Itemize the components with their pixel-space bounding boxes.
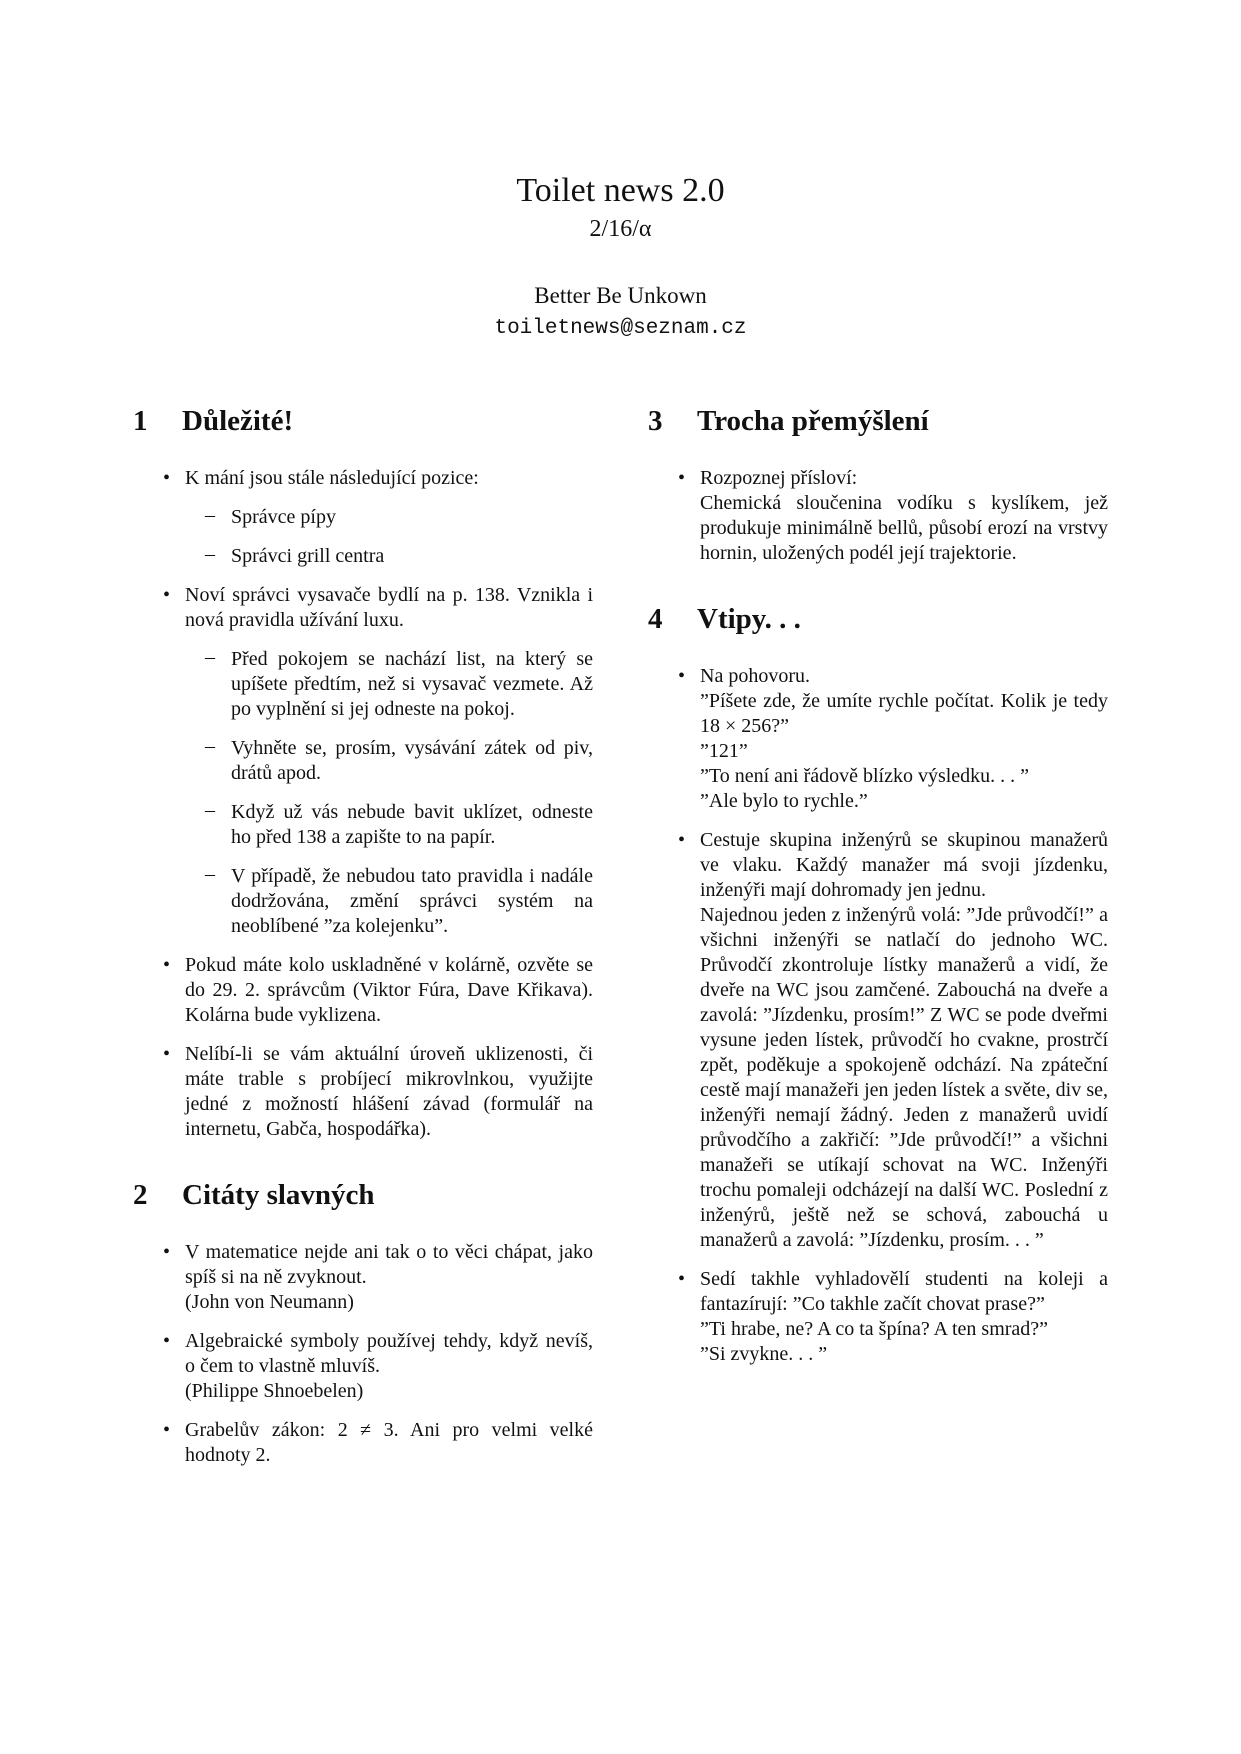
item-line: K mání jsou stále následující pozice:	[185, 467, 479, 489]
text-block	[133, 0, 1108, 1482]
list-item	[133, 1240, 593, 1315]
item-line: Správci grill centra	[231, 545, 385, 567]
list-item	[133, 1042, 593, 1142]
item-line: Před pokojem se nachází list, na který se upíšete předtím, než si vysavač vezmete. Až po vyplnění si jej odneste na pokoj.	[231, 648, 593, 720]
list-item	[648, 1267, 1108, 1367]
list-item	[133, 1329, 593, 1404]
section-dulezite	[133, 404, 593, 1142]
section-number: 3	[648, 405, 663, 437]
list-item	[133, 1418, 593, 1468]
item-line: ”Si zvykne. . . ”	[700, 1343, 828, 1365]
dash-marker: –	[205, 646, 215, 668]
section-heading	[133, 404, 593, 438]
sub-item	[185, 544, 593, 569]
issue-number: 2/16/α	[589, 216, 652, 242]
section-heading	[648, 602, 1108, 636]
bullet-list	[648, 466, 1108, 566]
item-line: Noví správci vysavače bydlí na p. 138. Vznikla i nová pravidla užívání luxu.	[185, 584, 593, 631]
section-heading	[648, 404, 1108, 438]
bullet-marker: •	[163, 584, 171, 606]
item-line: V případě, že nebudou tato pravidla i nadále dodržována, změní správci systém na neoblíbené ”za kolejenku”.	[231, 865, 593, 937]
sub-list	[185, 505, 593, 569]
item-line: ”Ti hrabe, ne? A co ta špína? A ten smrad?”	[700, 1318, 1049, 1340]
item-line: Algebraické symboly používej tehdy, když nevíš, o čem to vlastně mluvíš.	[185, 1330, 593, 1377]
item-line: Vyhněte se, prosím, vysávání zátek od piv, drátů apod.	[231, 737, 593, 784]
list-item	[648, 664, 1108, 814]
section-title: Důležité!	[182, 405, 294, 437]
bullet-marker: •	[678, 467, 686, 489]
item-line: ”Ale bylo to rychle.”	[700, 790, 868, 812]
sub-item	[185, 864, 593, 939]
section-title: Trocha přemýšlení	[697, 405, 929, 437]
section-citaty	[133, 1178, 593, 1468]
author-name: Better Be Unkown	[534, 283, 707, 308]
document-header	[133, 0, 1108, 342]
item-line: ”121”	[700, 740, 748, 762]
item-line: Nelíbí-li se vám aktuální úroveň uklizenosti, či máte trable s probíjecí mikrovlnkou, využijte jedné z možností hlášení závad (formulář na internetu, Gabča, hospodářka).	[185, 1043, 593, 1140]
sub-item	[185, 647, 593, 722]
item-line: V matematice nejde ani tak o to věci chápat, jako spíš si na ně zvyknout.	[185, 1241, 593, 1288]
email-address: toiletnews@seznam.cz	[494, 317, 747, 340]
section-heading	[133, 1178, 593, 1212]
list-item	[133, 953, 593, 1028]
section-title: Citáty slavných	[182, 1179, 375, 1211]
bullet-list	[133, 466, 593, 1142]
dash-marker: –	[205, 504, 215, 526]
section-number: 2	[133, 1179, 148, 1211]
item-line: Grabelův zákon: 2 ≠ 3. Ani pro velmi velké hodnoty 2.	[185, 1419, 593, 1466]
dash-marker: –	[205, 735, 215, 757]
item-line: Na pohovoru.	[700, 665, 810, 687]
item-line: Sedí takhle vyhladovělí studenti na koleji a fantazírují: ”Co takhle začít chovat prase?”	[700, 1268, 1108, 1315]
item-line: ”To není ani řádově blízko výsledku. . . ”	[700, 765, 1030, 787]
sub-item	[185, 505, 593, 530]
dash-marker: –	[205, 799, 215, 821]
left-column	[133, 404, 593, 1482]
bullet-list	[648, 664, 1108, 1367]
item-line: Správce pípy	[231, 506, 336, 528]
sub-list	[185, 647, 593, 939]
page-title: Toilet news 2.0	[516, 172, 725, 209]
item-line: Najednou jeden z inženýrů volá: ”Jde průvodčí!” a všichni inženýři se natlačí do jednoho WC. Průvodčí zkontroluje lístky manažerů a vidí, že dveře na WC jsou zamčené. Zabouchá na dveře a zavolá: ”Jízdenku, prosím!” Z WC se pode dveřmi vysune jeden lístek, průvodčí ho cvakne, prostrčí zpět, poděkuje a spokojeně odchází. Na zpáteční cestě mají manažeři jen jeden lístek a světe, div se, inženýři nemají žádný. Jeden z manažerů uvidí průvodčího a zakřičí: ”Jde průvodčí!” a všichni manažeři se utíkají schovat na WC. Inženýři trochu pomaleji odcházejí na další WC. Poslední z inženýrů, ještě než se schová, zabouchá u manažerů a zavolá: ”Jízdenku, prosím. . . ”	[700, 904, 1108, 1251]
bullet-marker: •	[163, 954, 171, 976]
two-column-layout	[133, 404, 1108, 1482]
list-item	[648, 466, 1108, 566]
bullet-marker: •	[163, 1043, 171, 1065]
sub-item	[185, 736, 593, 786]
section-premysleni	[648, 404, 1108, 566]
list-item	[648, 828, 1108, 1253]
bullet-marker: •	[678, 1268, 686, 1290]
item-line: Pokud máte kolo uskladněné v kolárně, ozvěte se do 29. 2. správcům (Viktor Fúra, Dave Křikava). Kolárna bude vyklizena.	[185, 954, 593, 1026]
dash-marker: –	[205, 543, 215, 565]
item-line: Rozpoznej přísloví:	[700, 467, 858, 489]
bullet-marker: •	[678, 665, 686, 687]
right-column	[648, 404, 1108, 1482]
bullet-marker: •	[678, 829, 686, 851]
bullet-marker: •	[163, 1330, 171, 1352]
sub-item	[185, 800, 593, 850]
list-item	[133, 466, 593, 569]
section-vtipy	[648, 602, 1108, 1367]
item-line: Cestuje skupina inženýrů se skupinou manažerů ve vlaku. Každý manažer má svoji jízdenku, inženýři mají dohromady jen jednu.	[700, 829, 1108, 901]
dash-marker: –	[205, 863, 215, 885]
bullet-marker: •	[163, 1419, 171, 1441]
item-line: (Philippe Shnoebelen)	[185, 1380, 364, 1402]
section-number: 1	[133, 405, 148, 437]
list-item	[133, 583, 593, 939]
bullet-marker: •	[163, 467, 171, 489]
item-line: Když už vás nebude bavit uklízet, odneste ho před 138 a zapište to na papír.	[231, 801, 593, 848]
item-line: Chemická sloučenina vodíku s kyslíkem, jež produkuje minimálně bellů, působí erozí na vrstvy hornin, uložených podél její trajektorie.	[700, 492, 1108, 564]
item-line: (John von Neumann)	[185, 1291, 354, 1313]
bullet-marker: •	[163, 1241, 171, 1263]
bullet-list	[133, 1240, 593, 1468]
section-number: 4	[648, 603, 663, 635]
section-title: Vtipy. . .	[697, 603, 801, 635]
item-line: ”Píšete zde, že umíte rychle počítat. Kolik je tedy 18 × 256?”	[700, 690, 1108, 737]
